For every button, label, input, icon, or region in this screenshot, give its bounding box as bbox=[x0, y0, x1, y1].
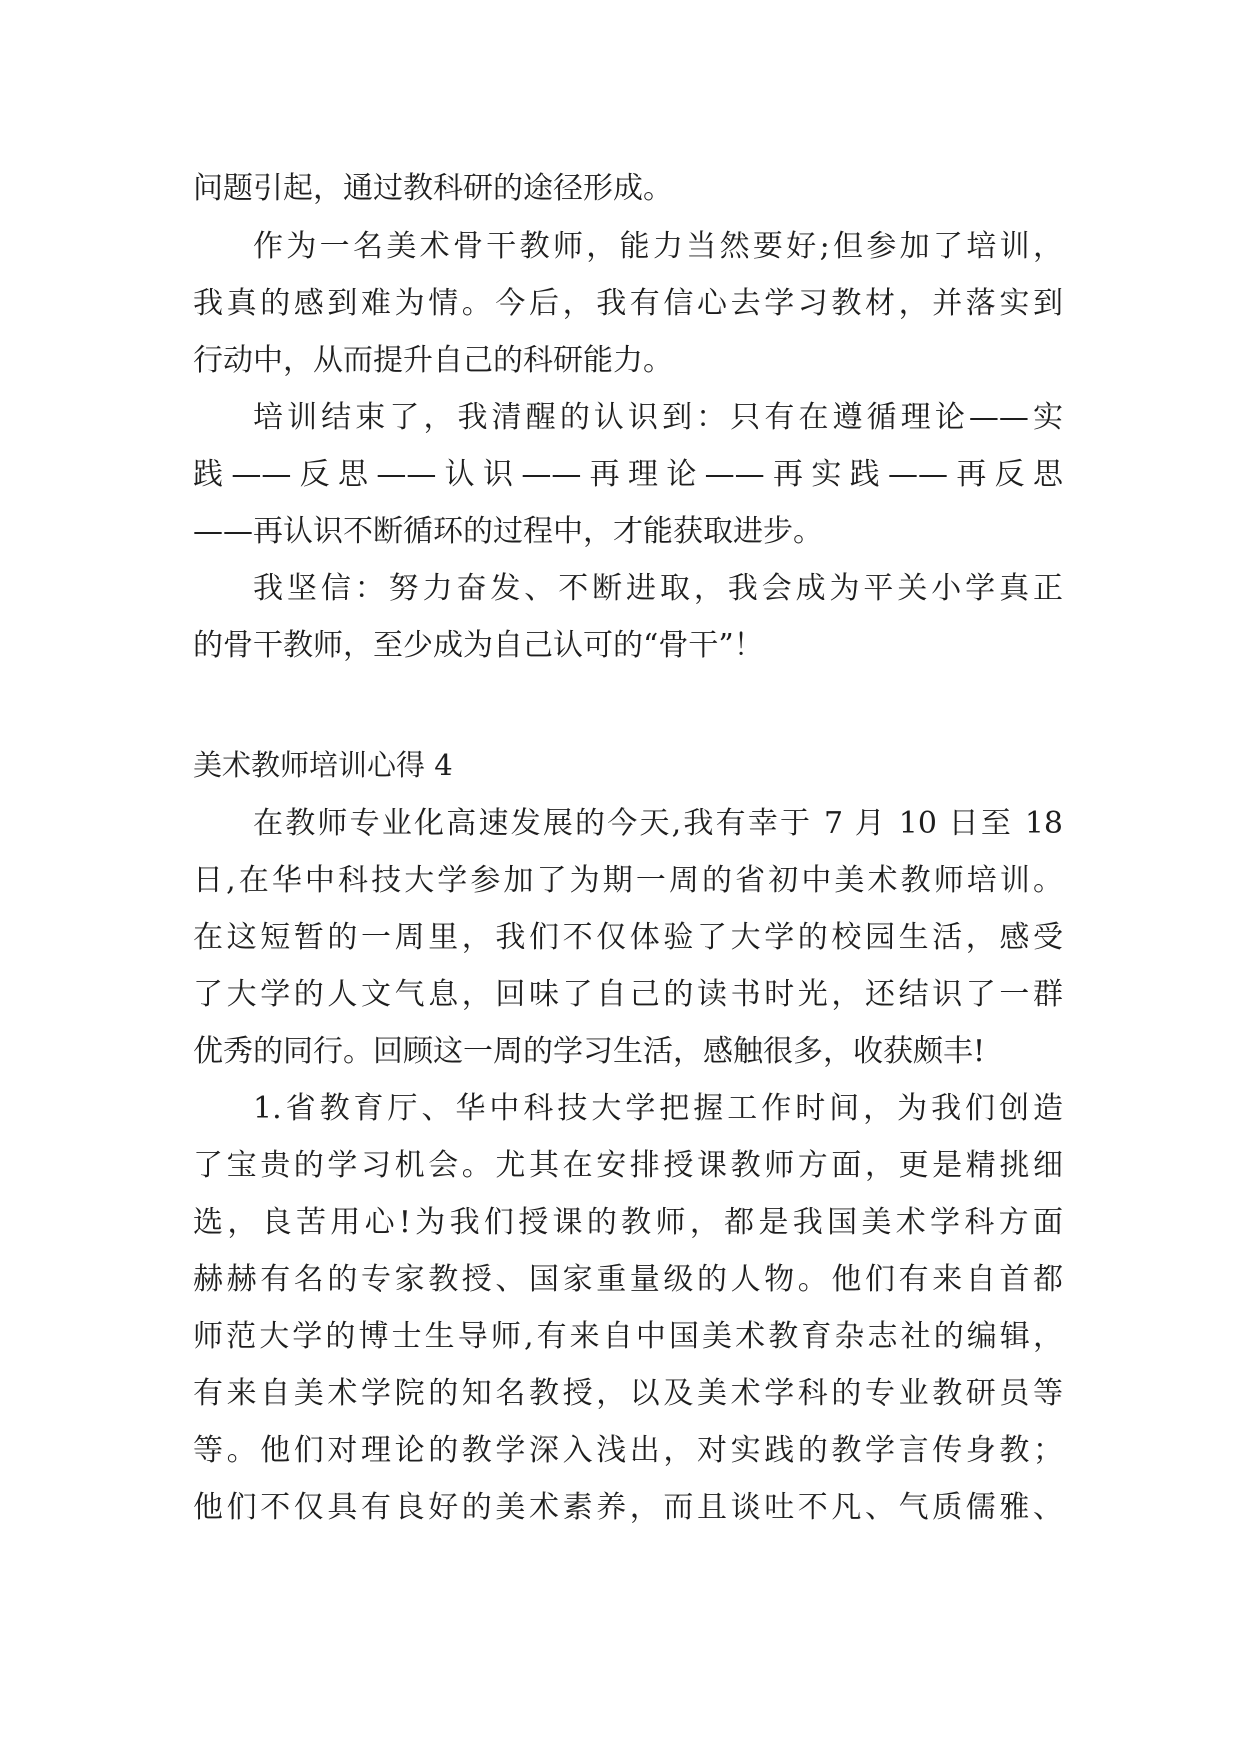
paragraph-line: 践——反思——认识——再理论——再实践——再反思 bbox=[193, 457, 1063, 492]
paragraph-line: 日,在华中科技大学参加了为期一周的省初中美术教师培训。 bbox=[193, 863, 1063, 898]
section-heading: 美术教师培训心得 4 bbox=[193, 748, 453, 782]
paragraph-line: 师范大学的博士生导师,有来自中国美术教育杂志社的编辑， bbox=[193, 1319, 1063, 1354]
paragraph-line: 我坚信：努力奋发、不断进取，我会成为平关小学真正 bbox=[253, 571, 1063, 606]
paragraph-line: 我真的感到难为情。今后，我有信心去学习教材，并落实到 bbox=[193, 286, 1063, 321]
paragraph-line: 1.省教育厅、华中科技大学把握工作时间，为我们创造 bbox=[253, 1091, 1063, 1126]
paragraph-line: ——再认识不断循环的过程中，才能获取进步。 bbox=[193, 514, 823, 549]
paragraph-line: 的骨干教师，至少成为自己认可的“骨干”！ bbox=[193, 628, 764, 663]
paragraph-line: 在这短暂的一周里，我们不仅体验了大学的校园生活，感受 bbox=[193, 920, 1063, 955]
paragraph-line: 行动中，从而提升自己的科研能力。 bbox=[193, 343, 673, 378]
paragraph-line: 他们不仅具有良好的美术素养，而且谈吐不凡、气质儒雅、 bbox=[193, 1490, 1063, 1525]
paragraph-line: 有来自美术学院的知名教授，以及美术学科的专业教研员等 bbox=[193, 1376, 1063, 1411]
paragraph-line: 在教师专业化高速发展的今天,我有幸于 7 月 10 日至 18 bbox=[253, 806, 1063, 841]
paragraph-line: 优秀的同行。回顾这一周的学习生活，感触很多，收获颇丰! bbox=[193, 1034, 986, 1069]
paragraph-line: 等。他们对理论的教学深入浅出，对实践的教学言传身教； bbox=[193, 1433, 1063, 1468]
paragraph-line: 问题引起，通过教科研的途径形成。 bbox=[193, 171, 673, 206]
paragraph-line: 赫赫有名的专家教授、国家重量级的人物。他们有来自首都 bbox=[193, 1262, 1063, 1297]
paragraph-line: 选，良苦用心!为我们授课的教师，都是我国美术学科方面 bbox=[193, 1205, 1063, 1240]
paragraph-line: 了大学的人文气息，回味了自己的读书时光，还结识了一群 bbox=[193, 977, 1063, 1012]
paragraph-line: 培训结束了，我清醒的认识到：只有在遵循理论——实 bbox=[253, 400, 1063, 435]
paragraph-line: 作为一名美术骨干教师，能力当然要好;但参加了培训， bbox=[253, 229, 1063, 264]
paragraph-line: 了宝贵的学习机会。尤其在安排授课教师方面，更是精挑细 bbox=[193, 1148, 1063, 1183]
